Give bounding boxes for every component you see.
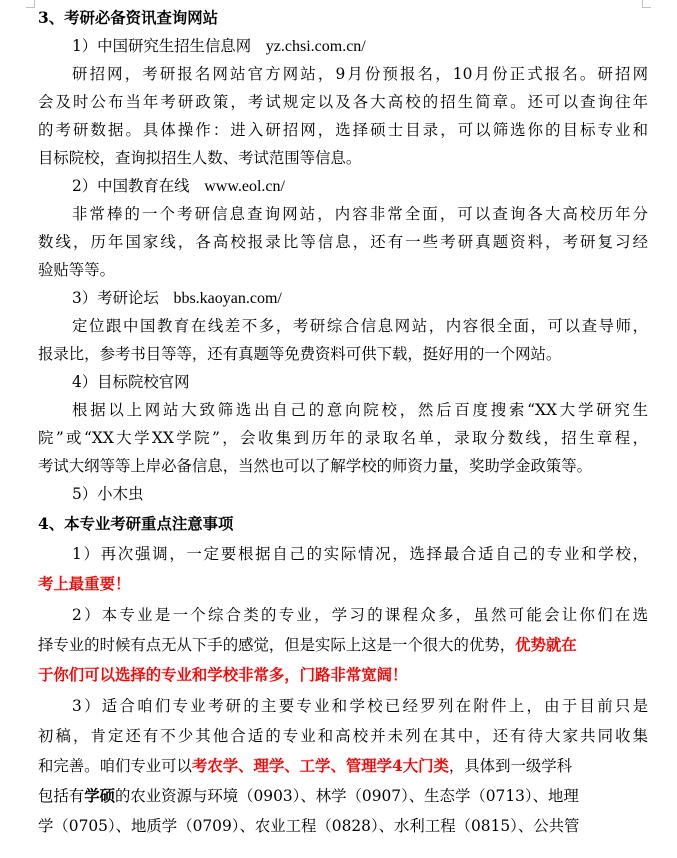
item-5-line: 5）小木虫 [72, 485, 144, 503]
p3-line-2: 报录比，参考书目等等，还有真题等免费资料可供下载，挺好用的一个网站。 [38, 345, 562, 363]
s4-p3-line-3-a: 和完善。咱们专业可以 [38, 757, 192, 775]
p1-line-2: 会及时公布当年考研政策，考试规定以及各大高校的招生简章。还可以查询往年 [38, 93, 648, 111]
p4-line-3: 考试大纲等等上岸必备信息，当然也可以了解学校的师资力量，奖助学金政策等。 [38, 457, 593, 475]
s4-p3-line-2: 初稿，肯定还有不少其他合适的专业和高校并未列在其中，还有待大家共同收集 [38, 727, 648, 745]
item-2-url[interactable]: www.eol.cn/ [204, 178, 285, 195]
item-4-line: 4）目标院校官网 [72, 373, 190, 391]
s4-p1-line-1: 1）再次强调，一定要根据自己的实际情况，选择最合适自己的专业和学校， [72, 545, 648, 563]
s4-p3-line-4 [38, 784, 648, 808]
item-1-url[interactable]: yz.chsi.com.cn/ [265, 38, 366, 55]
s4-p3-bold-term: 学硕 [84, 787, 115, 805]
s4-p3-line-4-a: 包括有 [38, 787, 85, 805]
s4-p2-line-2-text: 择专业的时候有点无从下手的感觉，但是实际上这是一个很大的优势， [38, 636, 516, 654]
p2-line-1: 非常棒的一个考研信息查询网站，内容非常全面，可以查询各大高校历年分 [72, 205, 648, 223]
s4-p3-line-3 [38, 754, 648, 778]
s4-p2-emphasis-end: 于你们可以选择的专业和学校非常多，门路非常宽阔！ [38, 666, 408, 684]
s4-p2-emphasis-start: 优势就在 [515, 636, 577, 654]
p2-line-2: 数线，历年国家线，各高校报录比等信息，还有一些考研真题资料，考研复习经 [38, 233, 648, 251]
s4-p3-line-4-b: 的农业资源与环境（0903）、林学（0907）、生态学（0713）、地理 [114, 787, 579, 805]
section-3-heading: 3、考研必备资讯查询网站 [38, 9, 219, 27]
p1-line-3: 的考研数据。具体操作：进入研招网，选择硕士目录，可以筛选你的目标专业和 [38, 121, 648, 139]
p2-line-3: 验贴等等。 [38, 261, 115, 279]
section-4-heading: 4、本专业考研重点注意事项 [38, 515, 234, 533]
item-3-label: 3）考研论坛 [72, 289, 159, 307]
s4-p1-emphasis: 考上最重要！ [38, 575, 131, 593]
p1-line-1: 研招网，考研报名网站官方网站，9月份预报名，10月份正式报名。研招网 [72, 65, 648, 83]
item-2-label: 2）中国教育在线 [72, 177, 190, 195]
s4-p2-line-3 [38, 663, 648, 687]
s4-p3-line-5: 学（0705）、地质学（0709）、农业工程（0828）、水利工程（0815）、公共管 [38, 817, 580, 835]
item-1-line [72, 34, 648, 59]
item-3-url[interactable]: bbs.kaoyan.com/ [173, 290, 282, 307]
p4-line-2: 院”或“XX大学XX学院”，会收集到历年的录取名单，录取分数线，招生章程， [38, 429, 648, 447]
p1-line-4: 目标院校，查询拟招生人数、考试范围等信息。 [38, 149, 362, 167]
item-1-label: 1）中国研究生招生信息网 [72, 37, 252, 55]
s4-p2-line-2 [38, 633, 648, 657]
s4-p2-line-1: 2）本专业是一个综合类的专业，学习的课程众多，虽然可能会让你们在选 [72, 606, 648, 624]
p3-line-1: 定位跟中国教育在线差不多，考研综合信息网站，内容很全面，可以查导师， [72, 317, 648, 335]
s4-p3-emphasis: 考农学、理学、工学、管理学4大门类 [191, 757, 449, 775]
item-2-line [72, 174, 648, 199]
s4-p3-line-1: 3）适合咱们专业考研的主要专业和学校已经罗列在附件上，由于目前只是 [72, 697, 648, 715]
item-3-line [72, 286, 648, 311]
p4-line-1: 根据以上网站大致筛选出自己的意向院校，然后百度搜索“XX大学研究生 [72, 401, 648, 419]
s4-p3-line-3-b: ，具体到一级学科 [448, 757, 573, 775]
s4-p1-line-2 [38, 572, 648, 596]
page-corner-mark-left [26, 0, 35, 8]
